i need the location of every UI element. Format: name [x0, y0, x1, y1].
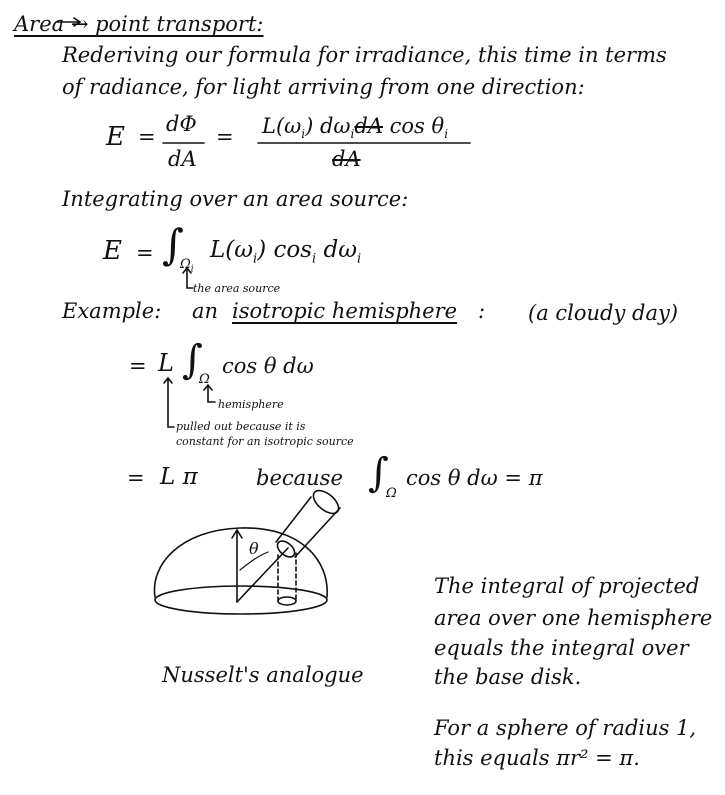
explanation-line-6: this equals πr² = π.	[434, 746, 640, 770]
eq3-integral-domain: Ω	[199, 372, 210, 387]
eq1-equals-a: =	[138, 125, 156, 149]
area-source-pointer-icon	[183, 268, 193, 288]
eq3-L: L	[158, 349, 174, 377]
eq2-integral-domain: $\Omega_i$	[180, 257, 194, 275]
eq2-integral-sign: ∫	[162, 220, 184, 269]
example-aside: (a cloudy day)	[528, 301, 679, 325]
hemisphere-pointer-icon	[204, 385, 215, 402]
eq3-equals: =	[129, 354, 147, 378]
figure-theta-label: θ	[249, 539, 259, 558]
eq2-lhs: E	[103, 236, 122, 266]
explanation-line-1: The integral of projected	[434, 574, 700, 598]
example-term: isotropic hemisphere	[232, 299, 458, 323]
eq1-frac2-denominator: dA	[332, 147, 361, 171]
eq3-integral-sign: ∫	[182, 337, 203, 383]
normal-arrow-icon	[232, 530, 242, 602]
eq3-integrand: cos θ dω	[222, 354, 314, 378]
title-arrow-icon	[57, 18, 80, 26]
intro-line-1: Rederiving our formula for irradiance, this time in terms	[62, 43, 667, 67]
eq3-note-line-2: constant for an isotropic source	[176, 435, 354, 448]
intro-line-2: of radiance, for light arriving from one direction:	[62, 75, 585, 99]
eq2-equals: =	[136, 241, 154, 265]
example-colon: :	[478, 299, 486, 323]
base-disk	[155, 586, 327, 614]
eq3-hemisphere-note: hemisphere	[218, 398, 284, 411]
eq4-integral-sign: ∫	[368, 450, 389, 496]
figure-caption: Nusselt's analogue	[162, 663, 364, 687]
example-label: Example:	[62, 299, 162, 323]
eq2-integrand: $L(\omega_i)$ $\cos_i d\omega_i$	[210, 237, 362, 267]
source-patch	[309, 486, 342, 518]
ray-line	[237, 548, 288, 602]
eq4-integral-domain: Ω	[386, 486, 397, 501]
eq3-note-line-1: pulled out because it is	[176, 420, 306, 433]
eq4-result: L π	[160, 464, 198, 490]
title: Area → point transport:	[14, 12, 264, 36]
eq1-frac1-numerator: dΦ	[166, 112, 197, 136]
eq1-frac1-denominator: dA	[168, 147, 197, 171]
projection-lines	[278, 553, 296, 601]
pulled-out-pointer-icon	[164, 378, 174, 427]
eq2-area-source-note: the area source	[193, 282, 281, 295]
eq4-equals: =	[127, 466, 145, 490]
eq1-equals-b: =	[216, 125, 234, 149]
eq1-frac2-numerator: $L(\omega_i)$ $d\omega_idA$ $\cos \theta_i$	[262, 114, 449, 142]
example-word: an	[192, 299, 219, 323]
eq4-because: because	[256, 466, 343, 490]
section-integrating: Integrating over an area source:	[62, 187, 409, 211]
explanation-line-5: For a sphere of radius 1,	[434, 716, 697, 740]
explanation-line-2: area over one hemisphere	[434, 606, 713, 630]
eq4-integrand: cos θ dω = π	[406, 466, 543, 490]
disk-footprint	[278, 597, 296, 605]
eq1-lhs: E	[106, 122, 125, 152]
explanation-line-4: the base disk.	[434, 665, 582, 689]
explanation-line-3: equals the integral over	[434, 636, 689, 660]
